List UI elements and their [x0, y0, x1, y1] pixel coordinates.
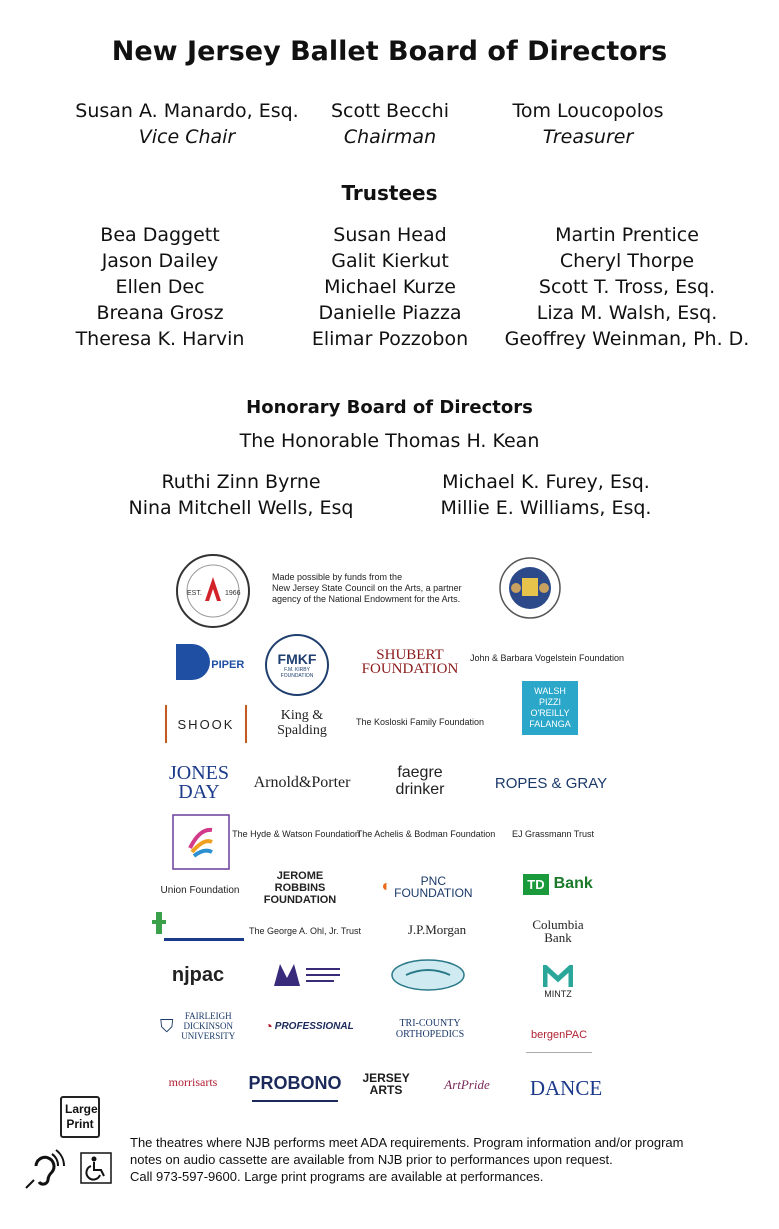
trustee-name: Martin Prentice — [555, 224, 699, 246]
trustee-name: Bea Daggett — [100, 224, 220, 246]
fdu-text: FAIRLEIGH DICKINSON UNIVERSITY — [181, 1011, 236, 1041]
trustee-name: Breana Grosz — [96, 302, 224, 324]
officer-role: Chairman — [343, 126, 437, 148]
hyde-watson-logo — [232, 824, 360, 844]
mintz-mark-icon — [543, 965, 573, 989]
honorary-top-name: The Honorable Thomas H. Kean — [239, 430, 540, 452]
jones-day-text: JONES DAY — [168, 762, 229, 803]
ada-notice — [130, 1134, 750, 1185]
officer-name: Scott Becchi — [330, 100, 449, 122]
fmkf-text: FMKF — [277, 651, 317, 667]
professional-logo — [264, 1012, 354, 1040]
morrisarts-text: morrisarts — [168, 1074, 218, 1089]
vogelstein-logo — [469, 648, 625, 668]
njpac-logo — [162, 960, 234, 990]
professional-mark-icon: ◔ — [264, 1018, 273, 1034]
large-print-text: Large Print — [65, 1102, 98, 1131]
td-bank-text: Bank — [553, 875, 593, 892]
accessibility-icons — [22, 1096, 122, 1196]
hyde-watson-text: The Hyde & Watson Foundation — [232, 829, 360, 839]
nysca-credit-line: New Jersey State Council on the Arts, a partner — [272, 583, 462, 593]
pnc-logo — [382, 872, 472, 902]
honorary-col-2 — [430, 469, 662, 521]
njpac-text: njpac — [171, 963, 225, 986]
achelis-logo — [356, 824, 496, 844]
honorary-name: Michael K. Furey, Esq. — [442, 471, 650, 493]
bergenpac-text: bergenPAC — [530, 1029, 588, 1041]
dance-nj-text: DANCE — [529, 1075, 603, 1100]
sponsor-logos — [150, 548, 630, 1113]
walsh-text: WALSH PIZZI O'REILLY FALANGA — [529, 686, 571, 729]
trustees-heading: Trustees — [341, 181, 438, 205]
theater-logo-icon — [390, 958, 466, 992]
officer-name: Susan A. Manardo, Esq. — [75, 100, 299, 122]
trustee-name: Elimar Pozzobon — [311, 328, 469, 350]
nysca-credit-line: agency of the National Endowment for the Arts. — [272, 594, 461, 604]
columbia-text: Columbia Bank — [532, 917, 584, 945]
grassmann-logo — [512, 824, 594, 844]
shubert-logo — [350, 646, 470, 678]
trustee-name: Jason Dailey — [101, 250, 219, 272]
arnold-porter-logo — [254, 770, 350, 796]
svg-text:1966: 1966 — [225, 590, 241, 597]
kosloski-logo — [355, 712, 485, 732]
nysca-credit-line: Made possible by funds from the — [272, 572, 403, 582]
probono-text: PROBONO — [248, 1072, 342, 1093]
trustees-col-2 — [290, 222, 490, 352]
ada-notice-line: Call 973-597-9600. Large print programs are available at performances. — [130, 1169, 544, 1184]
svg-text:EST.: EST. — [187, 590, 202, 597]
pnc-text: PNC FOUNDATION — [394, 874, 473, 900]
honorary-col-1 — [118, 469, 364, 521]
walsh-logo — [522, 681, 578, 735]
jones-day-logo — [168, 758, 230, 808]
nysca-credit — [272, 572, 462, 605]
faegre-logo — [375, 758, 465, 804]
probono-logo — [248, 1066, 342, 1102]
professional-text: PROFESSIONAL — [274, 1020, 354, 1032]
pnc-mark-icon: ◐ — [381, 878, 392, 895]
officer-chairman — [300, 98, 480, 150]
king-spalding-logo — [257, 700, 347, 746]
large-print-badge — [60, 1096, 100, 1138]
trustee-name: Michael Kurze — [324, 276, 456, 298]
fmkf-sub: F.M. KIRBY FOUNDATION — [280, 667, 314, 679]
nj-arts-council-seal-icon — [175, 553, 251, 629]
achelis-text: The Achelis & Bodman Foundation — [356, 829, 496, 839]
mayo-arts-center-icon — [272, 962, 344, 988]
trustee-name: Liza M. Walsh, Esq. — [536, 302, 718, 324]
arnold-porter-text: Arnold&Porter — [253, 774, 351, 791]
fdu-logo — [160, 1008, 240, 1044]
dance-nj-logo — [528, 1072, 604, 1104]
community-foundation-icon — [172, 814, 230, 870]
trustee-name: Danielle Piazza — [318, 302, 462, 324]
ropes-gray-text: ROPES & GRAY — [494, 774, 608, 792]
artpride-text: ArtPride — [444, 1077, 490, 1092]
dla-piper-mark-icon — [172, 638, 244, 686]
wheelchair-icon — [80, 1152, 112, 1184]
vogelstein-text: John & Barbara Vogelstein Foundation — [469, 653, 625, 663]
shook-text: SHOOK — [177, 716, 235, 732]
columbia-bank-logo — [520, 914, 596, 948]
fdu-shield-icon: ⛉ — [160, 1016, 174, 1036]
ropes-gray-logo — [494, 770, 608, 796]
td-icon: TD — [523, 874, 548, 895]
shook-logo — [165, 705, 247, 743]
ada-notice-line: notes on audio cassette are available from NJB prior to performances upon request. — [130, 1152, 613, 1167]
trustee-name: Ellen Dec — [115, 276, 205, 298]
jpmorgan-logo — [378, 918, 496, 942]
officer-role: Treasurer — [542, 126, 634, 148]
jpmorgan-text: J.P.Morgan — [407, 922, 467, 937]
officer-role: Vice Chair — [138, 126, 236, 148]
union-text: Union Foundation — [160, 884, 240, 896]
king-spalding-text: King & Spalding — [277, 708, 327, 738]
ohl-text: The George A. Ohl, Jr. Trust — [248, 926, 362, 936]
trustees-col-1 — [60, 222, 260, 352]
page-title: New Jersey Ballet Board of Directors — [111, 36, 668, 67]
robbins-logo — [262, 868, 338, 908]
artpride-logo — [432, 1074, 502, 1096]
kosloski-text: The Kosloski Family Foundation — [355, 717, 485, 727]
honorary-heading: Honorary Board of Directors — [246, 397, 533, 418]
union-foundation-logo — [162, 880, 238, 900]
tri-county-text: TRI-COUNTY ORTHOPEDICS — [395, 1018, 465, 1040]
trustee-name: Theresa K. Harvin — [75, 328, 245, 350]
trustee-name: Geoffrey Weinman, Ph. D. — [504, 328, 750, 350]
hearing-assist-icon — [22, 1146, 68, 1192]
robbins-text: JEROME ROBBINS FOUNDATION — [263, 870, 337, 906]
officer-vice-chair — [72, 98, 302, 150]
jersey-arts-text: JERSEY ARTS — [362, 1071, 410, 1097]
mintz-text: MINTZ — [544, 989, 572, 999]
lauri-foundation-icon — [152, 910, 248, 944]
trustee-name: Cheryl Thorpe — [559, 250, 695, 272]
grassmann-text: EJ Grassmann Trust — [511, 829, 595, 839]
officer-treasurer — [490, 98, 686, 150]
trustees-col-3 — [498, 222, 756, 352]
shubert-text: SHUBERT FOUNDATION — [361, 647, 459, 677]
ohl-trust-logo — [250, 921, 360, 941]
dla-piper-logo — [172, 638, 244, 686]
trustee-name: Scott T. Tross, Esq. — [538, 276, 716, 298]
fm-kirby-logo — [265, 634, 329, 696]
mintz-logo — [536, 960, 580, 1004]
faegre-text: faegre drinker — [395, 764, 445, 798]
td-bank-logo — [518, 868, 598, 900]
ada-notice-line: The theatres where NJB performs meet ADA requirements. Program information and/or program — [130, 1135, 684, 1150]
tri-county-logo — [385, 1012, 475, 1046]
honorary-name: Nina Mitchell Wells, Esq — [128, 497, 354, 519]
morrisarts-logo — [160, 1068, 226, 1096]
trustee-name: Galit Kierkut — [331, 250, 449, 272]
honorary-name: Ruthi Zinn Byrne — [161, 471, 321, 493]
honorary-name: Millie E. Williams, Esq. — [440, 497, 652, 519]
bergenpac-logo — [526, 1018, 592, 1053]
trustee-name: Susan Head — [333, 224, 447, 246]
jersey-arts-logo — [364, 1064, 408, 1104]
dla-piper-text: DLA PIPER — [186, 659, 244, 671]
nj-state-seal-icon — [498, 556, 562, 620]
officer-name: Tom Loucopolos — [512, 100, 664, 122]
